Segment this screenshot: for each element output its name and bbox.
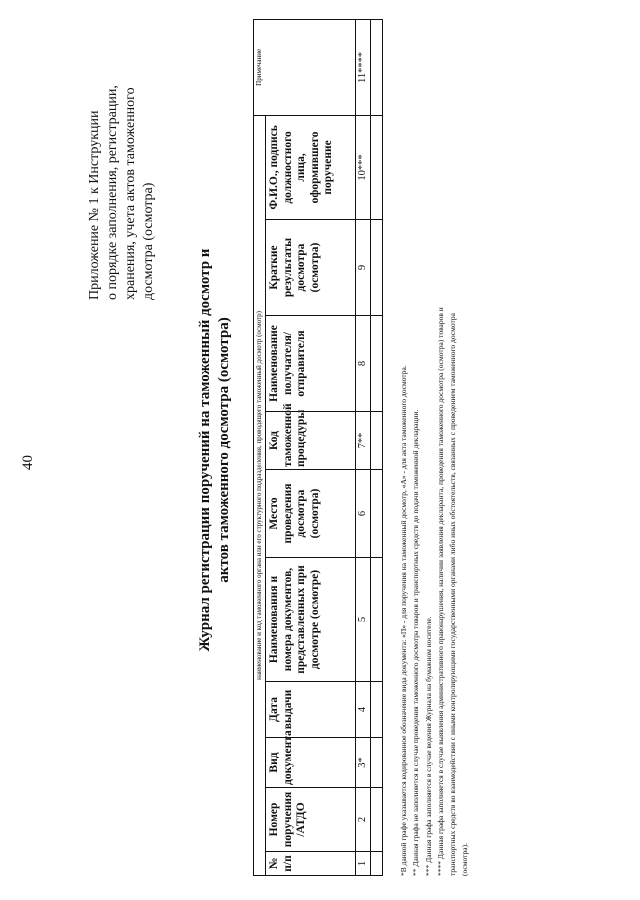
footnotes (398, 24, 472, 876)
table-cell (371, 115, 383, 219)
column-number: 11**** (356, 19, 371, 115)
appendix-line: досмотра (осмотра) (141, 182, 156, 300)
header-cell: Место проведения досмотра (осмотра) (266, 470, 356, 558)
appendix-line: Приложение № 1 к Инструкции (87, 110, 102, 300)
table-cell (371, 682, 383, 738)
column-number: 5 (356, 558, 371, 682)
footnote: транспортных средств во взаимодействии с иными контролирующими государственными органами либо иных обстоятельств, связанных с проведением таможенного досмотра (448, 313, 458, 876)
column-number: 2 (356, 788, 371, 852)
footnote: ** Данная графа не заполняется в случае проведения таможенного досмотра товаров и транспортных средств до подачи таможенной декларации. (411, 409, 421, 876)
header-cell: № п/п (266, 852, 356, 876)
appendix-reference (86, 10, 158, 300)
title-line: Журнал регистрации поручений на таможенный досмотр и (197, 248, 213, 652)
table-cell (371, 738, 383, 788)
table-cell (371, 316, 383, 412)
header-cell: Дата выдачи (266, 682, 356, 738)
column-number: 1 (356, 852, 371, 876)
header-cell: Примечание (254, 19, 356, 115)
footnote: (осмотра). (460, 843, 470, 876)
journal-table (253, 19, 383, 876)
table-cell (371, 788, 383, 852)
table-cell (371, 852, 383, 876)
empty-table-row (371, 19, 383, 875)
column-number: 6 (356, 470, 371, 558)
page-number: 40 (20, 455, 36, 470)
column-number: 4 (356, 682, 371, 738)
appendix-line: о порядке заполнения, регистрации, (105, 85, 120, 300)
table-caption: наименование и код таможенного органа или его структурного подразделения, проводящего таможенный досмотр (осмотр) (254, 115, 266, 875)
header-cell: Наименование получателя/ отправителя (266, 316, 356, 412)
appendix-line: хранения, учета актов таможенного (123, 87, 138, 300)
table-cell (371, 220, 383, 316)
table-cell (371, 470, 383, 558)
column-number: 3* (356, 738, 371, 788)
column-number: 7** (356, 412, 371, 470)
header-cell: Наименования и номера документов, представленных при досмотре (осмотре) (266, 558, 356, 682)
header-cell: Краткие результаты досмотра (осмотра) (266, 220, 356, 316)
footnote: *** Данная графа заполняется в случае ведения Журнала на бумажном носителе. (423, 616, 433, 876)
footnote: **** Данная графа заполняется в случае выявления административного правонарушения, наличии заявления декларанта, проведения таможенного досмотра (осмотра) товаров и (435, 307, 445, 876)
table-cell (371, 558, 383, 682)
footnote: *В данной графе указывается кодированное обозначение вида документа: «П» - для поручения на таможенный досмотр, «А» - для акта таможенного досмотра. (399, 365, 408, 876)
header-cell: Номер поручения /АТДО (266, 788, 356, 852)
column-number: 9 (356, 220, 371, 316)
table-cell (371, 412, 383, 470)
journal-title (196, 0, 234, 900)
title-line: актов таможенного досмотра (осмотра) (216, 317, 232, 583)
header-cell: Код таможенной процедуры (266, 412, 356, 470)
header-cell: Вид документа (266, 738, 356, 788)
table-cell (371, 19, 383, 115)
column-number: 8 (356, 316, 371, 412)
header-cell: Ф.И.О., подпись должностного лица, оформившего поручение (266, 115, 356, 219)
column-number: 10*** (356, 115, 371, 219)
